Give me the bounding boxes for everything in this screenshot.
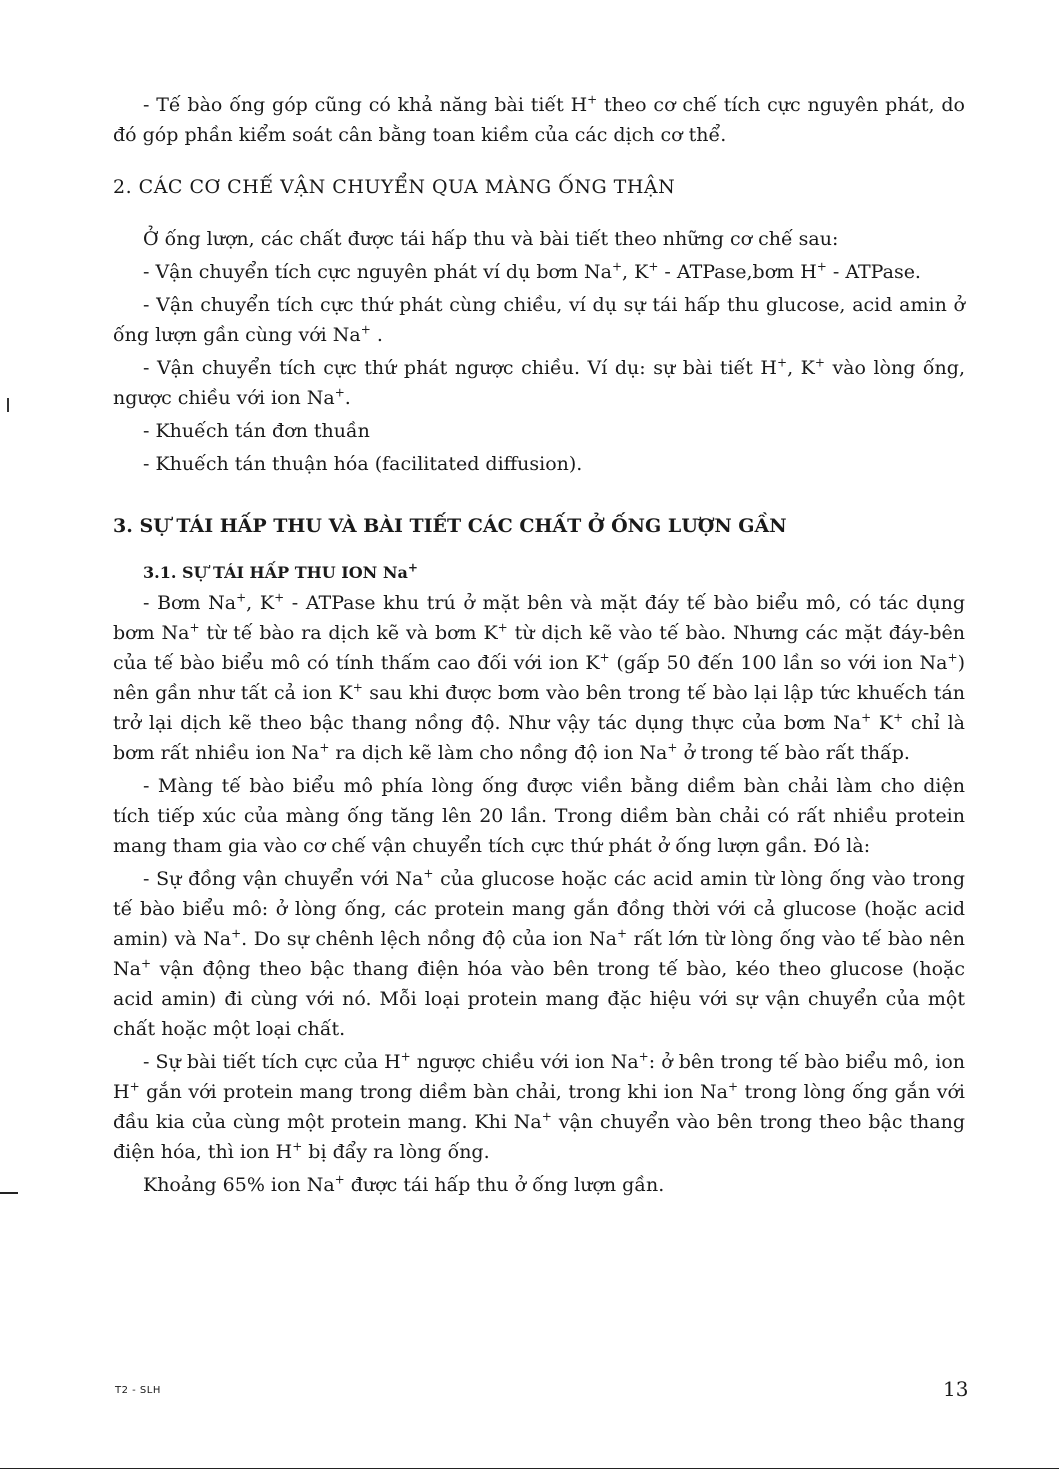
paragraph: - Khuếch tán thuận hóa (facilitated diffusion). bbox=[143, 453, 583, 475]
paragraph: Ở ống lượn, các chất được tái hấp thu và bài tiết theo những cơ chế sau: bbox=[143, 228, 839, 250]
section-heading-2: 2. CÁC CƠ CHẾ VẬN CHUYỂN QUA MÀNG ỐNG THẬN bbox=[113, 176, 676, 198]
paragraph: - Sự đồng vận chuyển với Na+ của glucose hoặc các acid amin từ lòng ống vào trong tế bào biểu mô: ở lòng ống, các protein mang gắn đồng thời với cả glucose (hoặc acid amin) và Na+. Do sự chênh lệch nồng độ của ion Na+ rất lớn từ lòng ống vào tế bào nên Na+ vận động theo bậc thang điện hóa vào bên trong tế bào, kéo theo glucose (hoặc acid amin) đi cùng với nó. Mỗi loại protein mang đặc hiệu với sự vận chuyển của một chất hoặc một loại chất. bbox=[113, 866, 966, 1040]
paragraph: - Khuếch tán đơn thuần bbox=[143, 420, 370, 442]
paragraph: - Màng tế bào biểu mô phía lòng ống được viền bằng diềm bàn chải làm cho diện tích tiếp xúc của màng ống tăng lên 20 lần. Trong diềm bàn chải có rất nhiều protein mang tham gia vào cơ chế vận chuyển tích cực thứ phát ở ống lượn gần. Đó là: bbox=[113, 775, 965, 857]
section-heading-3: 3. SỰ TÁI HẤP THU VÀ BÀI TIẾT CÁC CHẤT Ở ỐNG LƯỢN GẦN bbox=[113, 515, 787, 537]
paragraph: - Vận chuyển tích cực thứ phát ngược chiều. Ví dụ: sự bài tiết H+, K+ vào lòng ống, ngược chiều với ion Na+. bbox=[113, 355, 965, 409]
page-content bbox=[113, 90, 965, 1200]
scan-edge-line bbox=[0, 1468, 1059, 1469]
paragraph: - Tế bào ống góp cũng có khả năng bài tiết H+ theo cơ chế tích cực nguyên phát, do đó góp phần kiểm soát cân bằng toan kiềm của các dịch cơ thể. bbox=[113, 92, 965, 146]
paragraph: Khoảng 65% ion Na+ được tái hấp thu ở ống lượn gần. bbox=[143, 1172, 665, 1196]
scan-mark bbox=[7, 398, 9, 412]
paragraph: - Bơm Na+, K+ - ATPase khu trú ở mặt bên và mặt đáy tế bào biểu mô, có tác dụng bơm Na+ từ tế bào ra dịch kẽ và bơm K+ từ dịch kẽ vào tế bào. Nhưng các mặt đáy-bên của tế bào biểu mô có tính thấm cao đối với ion K+ (gấp 50 đến 100 lần so với ion Na+) nên gần như tất cả ion K+ sau khi được bơm vào bên trong tế bào lại lập tức khuếch tán trở lại dịch kẽ theo bậc thang nồng độ. Như vậy tác dụng thực của bơm Na+ K+ chỉ là bơm rất nhiều ion Na+ ra dịch kẽ làm cho nồng độ ion Na+ ở trong tế bào rất thấp. bbox=[113, 590, 966, 764]
paragraph: - Sự bài tiết tích cực của H+ ngược chiều với ion Na+: ở bên trong tế bào biểu mô, ion H+ gắn với protein mang trong diềm bàn chải, trong khi ion Na+ trong lòng ống gắn với đầu kia của cùng một protein mang. Khi Na+ vận chuyển vào bên trong theo bậc thang điện hóa, thì ion H+ bị đẩy ra lòng ống. bbox=[113, 1049, 966, 1163]
subsection-heading-3-1: 3.1. SỰ TÁI HẤP THU ION Na+ bbox=[143, 560, 418, 582]
paragraph: - Vận chuyển tích cực nguyên phát ví dụ bơm Na+, K+ - ATPase,bơm H+ - ATPase. bbox=[143, 259, 921, 283]
scan-mark bbox=[0, 1192, 18, 1194]
paragraph: - Vận chuyển tích cực thứ phát cùng chiều, ví dụ sự tái hấp thu glucose, acid amin ở ống lượn gần cùng với Na+ . bbox=[113, 294, 965, 346]
footer-code: T2 - SLH bbox=[115, 1385, 161, 1396]
page-number: 13 bbox=[943, 1377, 969, 1401]
